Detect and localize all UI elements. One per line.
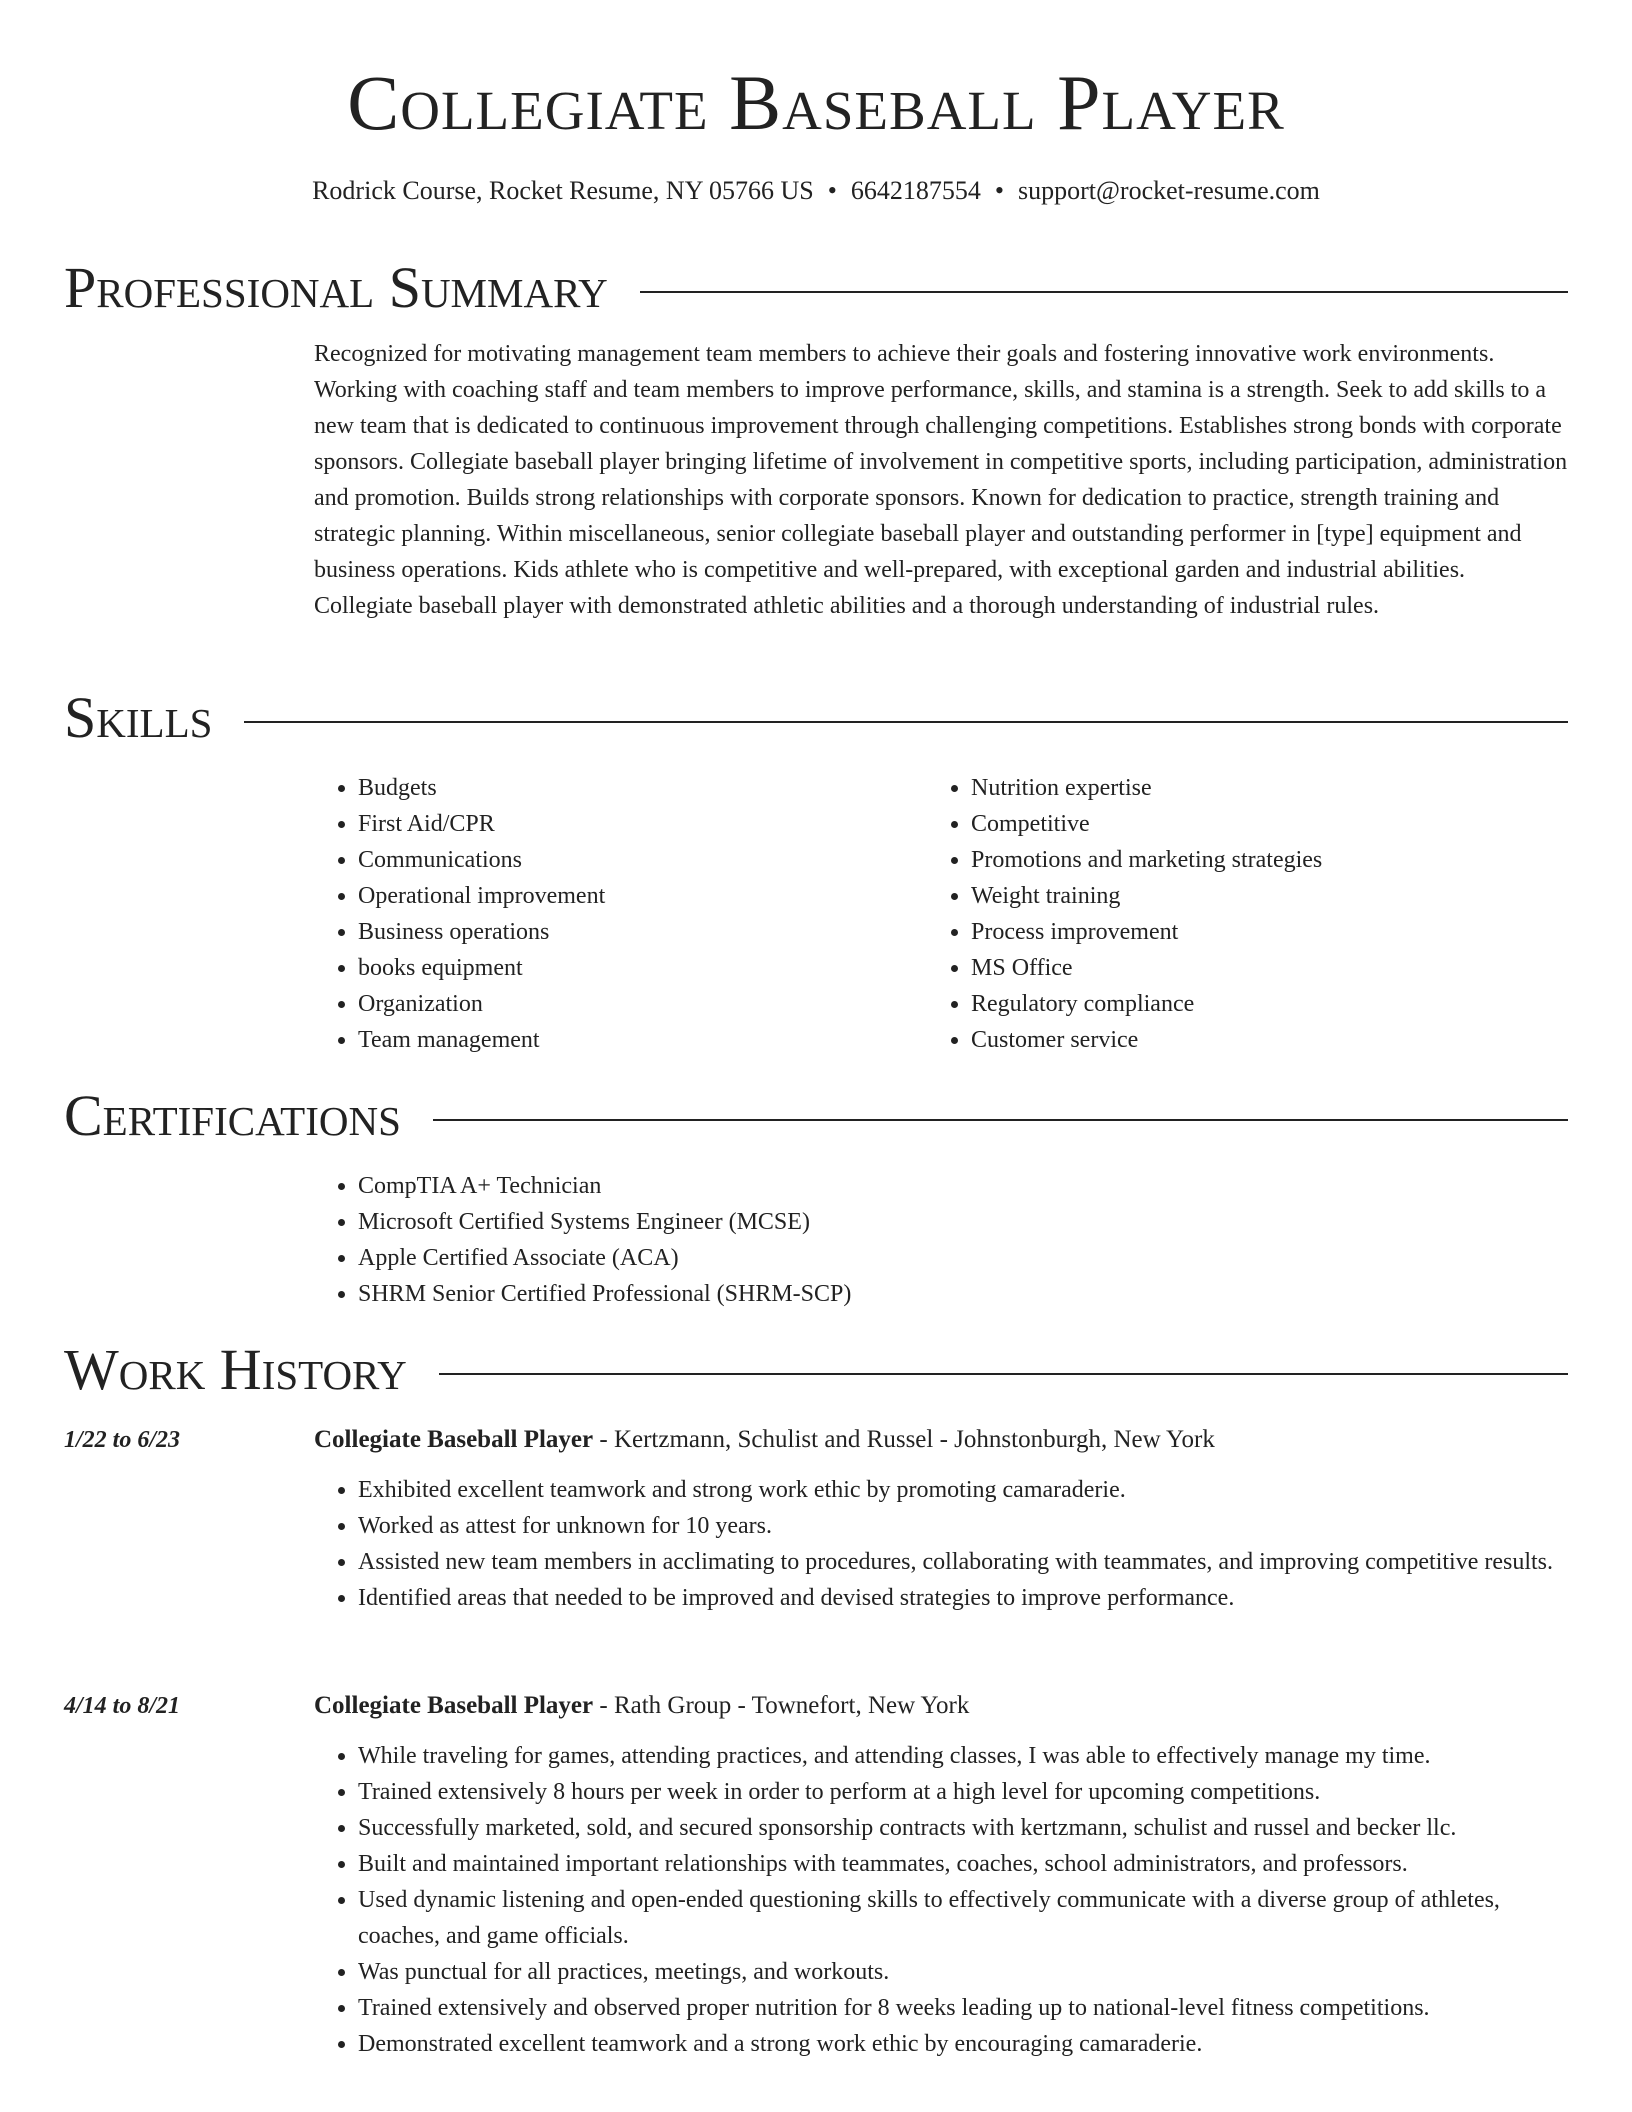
summary-heading: Professional Summary	[64, 255, 608, 320]
job-heading	[314, 1688, 969, 1724]
contact-separator: •	[827, 176, 837, 205]
section-divider	[439, 1373, 1568, 1375]
skills-right-column	[927, 770, 1567, 1058]
skill-item: • Communications	[358, 842, 914, 878]
skill-item: • Operational improvement	[358, 878, 914, 914]
work-history-section-header	[64, 1336, 1568, 1404]
duty-item: • Exhibited excellent teamwork and strong work ethic by promoting camaraderie.	[358, 1472, 1568, 1508]
skill-item: • Organization	[358, 986, 914, 1022]
summary-section-header	[64, 254, 1568, 322]
skills-section-header	[64, 684, 1568, 752]
contact-line	[0, 174, 1632, 208]
duty-item: • Built and maintained important relationships with teammates, coaches, school administrators, and professors.	[358, 1846, 1568, 1882]
section-divider	[433, 1119, 1568, 1121]
certifications-list	[314, 1168, 851, 1312]
duty-item: • Successfully marketed, sold, and secured sponsorship contracts with kertzmann, schulist and russel and becker llc.	[358, 1810, 1568, 1846]
skill-item: • First Aid/CPR	[358, 806, 914, 842]
skill-item: • Regulatory compliance	[971, 986, 1567, 1022]
contact-address: Rodrick Course, Rocket Resume, NY 05766 US	[312, 176, 814, 205]
skill-item: • Weight training	[971, 878, 1567, 914]
job-role: Collegiate Baseball Player	[314, 1692, 594, 1719]
contact-email[interactable]: support@rocket-resume.com	[1017, 176, 1320, 205]
certifications-section-header	[64, 1082, 1568, 1150]
skill-item: • Nutrition expertise	[971, 770, 1567, 806]
job-duties-list	[314, 1738, 1568, 2062]
job-dates: 4/14 to 8/21	[64, 1693, 181, 1719]
duty-item: • Trained extensively 8 hours per week in order to perform at a high level for upcoming competitions.	[358, 1774, 1568, 1810]
skills-list-left	[314, 770, 914, 1058]
certification-item: • SHRM Senior Certified Professional (SHRM-SCP)	[358, 1276, 851, 1312]
skill-item: • Customer service	[971, 1022, 1567, 1058]
job-duties	[314, 1472, 1568, 1616]
duty-item: • Assisted new team members in acclimating to procedures, collaborating with teammates, and improving competitive results.	[358, 1544, 1568, 1580]
job-duties-list	[314, 1472, 1568, 1616]
skills-heading: Skills	[64, 685, 213, 750]
resume-title: Collegiate Baseball Player	[347, 59, 1285, 146]
contact-phone[interactable]: 6642187554	[850, 176, 981, 205]
duty-item: • Demonstrated excellent teamwork and a strong work ethic by encouraging camaraderie.	[358, 2026, 1568, 2062]
job-employer-location: - Rath Group - Townefort, New York	[593, 1692, 970, 1719]
skills-left-column	[314, 770, 914, 1058]
section-divider	[640, 291, 1568, 293]
duty-item: • Trained extensively and observed proper nutrition for 8 weeks leading up to national-level fitness competitions.	[358, 1990, 1568, 2026]
contact-separator: •	[994, 176, 1004, 205]
certification-item: • CompTIA A+ Technician	[358, 1168, 851, 1204]
skill-item: • Process improvement	[971, 914, 1567, 950]
skill-item: • books equipment	[358, 950, 914, 986]
certification-item: • Microsoft Certified Systems Engineer (MCSE)	[358, 1204, 851, 1240]
job-employer-location: - Kertzmann, Schulist and Russel - Johnstonburgh, New York	[593, 1426, 1215, 1453]
summary-text: Recognized for motivating management team members to achieve their goals and fostering innovative work environments. Working with coaching staff and team members to improve performance, skills, and stamina is a strength. Seek to add skills to a new team that is dedicated to continuous improvement through challenging competitions. Establishes strong bonds with corporate sponsors. Collegiate baseball player bringing lifetime of involvement in competitive sports, including participation, administration and promotion. Builds strong relationships with corporate sponsors. Known for dedication to practice, strength training and strategic planning. Within miscellaneous, senior collegiate baseball player and outstanding performer in [type] equipment and business operations. Kids athlete who is competitive and well-prepared, with exceptional garden and industrial abilities. Collegiate baseball player with demonstrated athletic abilities and a thorough understanding of industrial rules.	[314, 341, 1568, 619]
duty-item: • Was punctual for all practices, meetings, and workouts.	[358, 1954, 1568, 1990]
work-history-heading: Work History	[64, 1337, 407, 1402]
skill-item: • Team management	[358, 1022, 914, 1058]
duty-item: • Worked as attest for unknown for 10 years.	[358, 1508, 1568, 1544]
skill-item: • Business operations	[358, 914, 914, 950]
certifications-block	[314, 1168, 851, 1312]
skill-item: • Promotions and marketing strategies	[971, 842, 1567, 878]
section-divider	[244, 721, 1568, 723]
duty-item: • Identified areas that needed to be improved and devised strategies to improve performance.	[358, 1580, 1568, 1616]
skill-item: • Budgets	[358, 770, 914, 806]
duty-item: • Used dynamic listening and open-ended questioning skills to effectively communicate with a diverse group of athletes, coaches, and game officials.	[358, 1882, 1568, 1954]
certification-item: • Apple Certified Associate (ACA)	[358, 1240, 851, 1276]
duty-item: • While traveling for games, attending practices, and attending classes, I was able to effectively manage my time.	[358, 1738, 1568, 1774]
skills-list-right	[927, 770, 1567, 1058]
job-dates: 1/22 to 6/23	[64, 1427, 181, 1453]
skill-item: • MS Office	[971, 950, 1567, 986]
job-duties	[314, 1738, 1568, 2062]
skill-item: • Competitive	[971, 806, 1567, 842]
job-role: Collegiate Baseball Player	[314, 1426, 594, 1453]
job-heading	[314, 1422, 1215, 1458]
certifications-heading: Certifications	[64, 1083, 401, 1148]
